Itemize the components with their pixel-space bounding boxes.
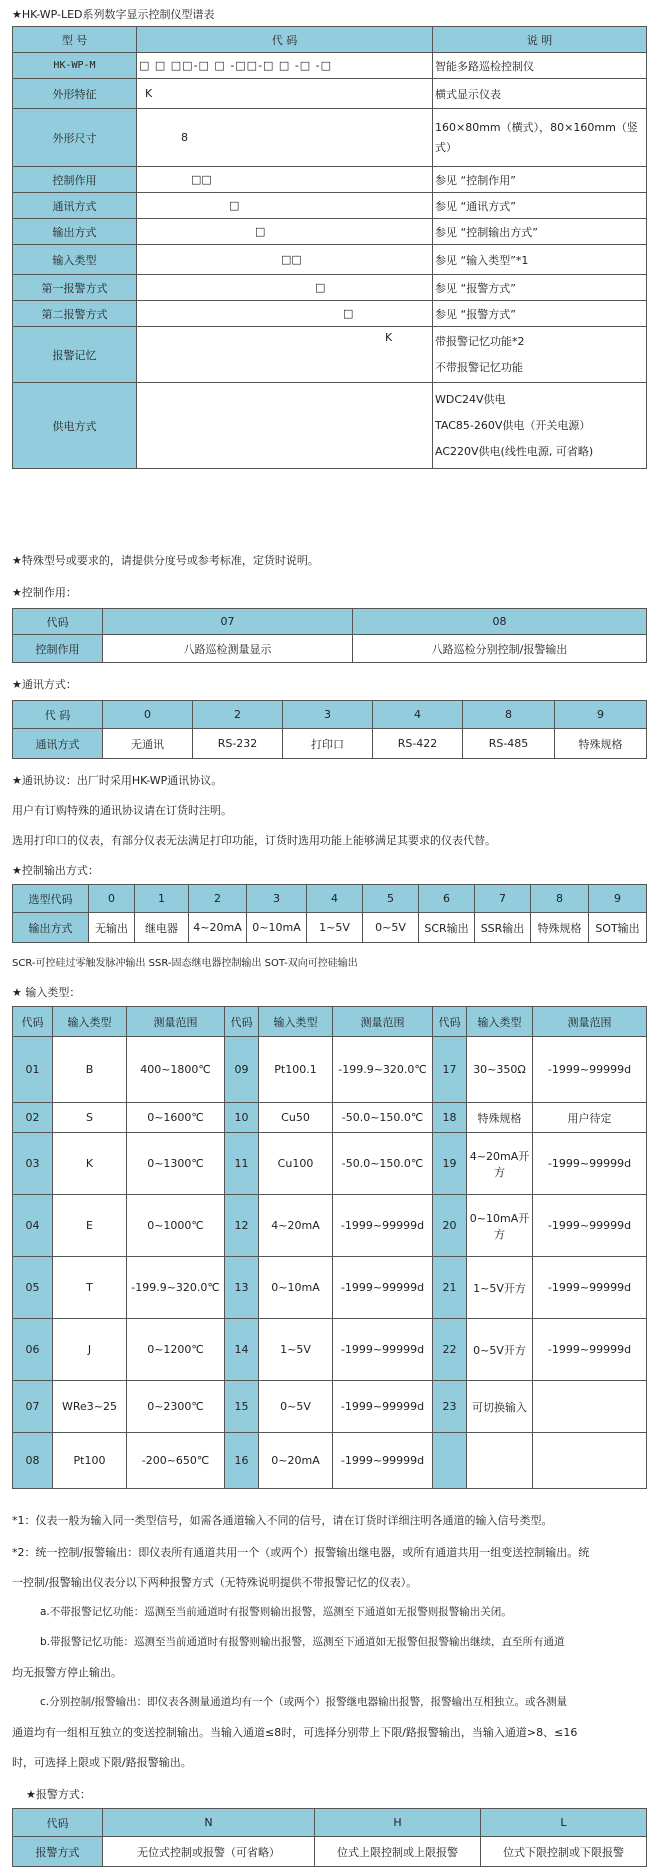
comm-head: 2 [193,701,283,729]
row-label: 第二报警方式 [13,301,137,327]
output-table [12,884,647,943]
code-mark: □ [137,193,433,219]
input-type: 0~10mA [259,1257,333,1319]
model-code: □ □ □□-□ □ -□□-□ □ -□ -□ [137,53,433,79]
input-code: 05 [13,1257,53,1319]
row-desc: 160×80mm（横式），80×160mm（竖式） [433,109,647,167]
input-code: 15 [225,1381,259,1433]
input-type: 30~350Ω [467,1037,533,1103]
alarm-cell: 位式上限控制或上限报警 [315,1837,481,1867]
comm-head: 代 码 [13,701,103,729]
input-type: E [53,1195,127,1257]
footnote: b.带报警记忆功能：巡测至当前通道时有报警则输出报警，巡测至下通道如无报警但报警输出继续，直至所有通道 [40,1636,565,1648]
alarm-head: N [103,1809,315,1837]
input-range: -1999~99999d [533,1319,647,1381]
input-type: 0~20mA [259,1433,333,1489]
input-code: 17 [433,1037,467,1103]
code-mark: K [137,79,433,109]
output-cell: 0~10mA [247,913,307,943]
input-range: 0~1000℃ [127,1195,225,1257]
input-range: -50.0~150.0℃ [333,1133,433,1195]
input-type: 4~20mA [259,1195,333,1257]
code-mark: □ [137,275,433,301]
input-code: 20 [433,1195,467,1257]
input-code: 09 [225,1037,259,1103]
input-range: 0~1200℃ [127,1319,225,1381]
input-range: 0~1300℃ [127,1133,225,1195]
footnote: 均无报警方停止输出。 [12,1666,122,1679]
input-type: 1~5V开方 [467,1257,533,1319]
input-type: WRe3~25 [53,1381,127,1433]
input-head: 输入类型 [467,1007,533,1037]
output-cell: 特殊规格 [531,913,589,943]
input-type: Pt100.1 [259,1037,333,1103]
output-cell: SOT输出 [589,913,647,943]
row-label: 第一报警方式 [13,275,137,301]
comm-head: 8 [463,701,555,729]
output-note: SCR-可控硅过零触发脉冲输出 SSR-固态继电器控制输出 SOT-双向可控硅输出 [12,958,358,969]
input-type: S [53,1103,127,1133]
comm-title: ★通讯方式： [12,678,77,691]
input-type: Pt100 [53,1433,127,1489]
row-label: 报警记忆 [13,327,137,383]
output-cell: 4~20mA [189,913,247,943]
input-range: -1999~99999d [333,1319,433,1381]
input-range: -50.0~150.0℃ [333,1103,433,1133]
input-type: B [53,1037,127,1103]
input-code: 22 [433,1319,467,1381]
footnote: *2：统一控制/报警输出：即仪表所有通道共用一个（或两个）报警输出继电器，或所有通道共用一组变送控制输出。统 [12,1546,590,1559]
row-label: 输入类型 [13,245,137,275]
alarm-cell: 位式下限控制或下限报警 [481,1837,647,1867]
output-cell: SCR输出 [419,913,475,943]
footnote: 通道均有一组相互独立的变送控制输出。当输入通道≤8时，可选择分别带上下限/路报警输出，当输入通道>8、≤16 [12,1726,578,1739]
row-desc: 参见 “控制作用” [433,167,647,193]
alarm-head: H [315,1809,481,1837]
control-head: 08 [353,609,647,635]
output-cell: 1~5V [307,913,363,943]
row-label: 外形尺寸 [13,109,137,167]
comm-note: ★通讯协议：出厂时采用HK-WP通讯协议。 [12,774,223,787]
input-code: 03 [13,1133,53,1195]
row-label: 控制作用 [13,167,137,193]
row-desc: 参见 “控制输出方式” [433,219,647,245]
code-mark: □ [137,301,433,327]
input-code: 21 [433,1257,467,1319]
control-head: 07 [103,609,353,635]
input-range: -200~650℃ [127,1433,225,1489]
row-desc: 参见 “报警方式” [433,301,647,327]
input-range: -1999~99999d [333,1381,433,1433]
output-cell: 继电器 [135,913,189,943]
input-head: 代码 [433,1007,467,1037]
input-head: 输入类型 [53,1007,127,1037]
row-desc: TAC85-260V供电（开关电源） [435,418,591,432]
input-range: 0~1600℃ [127,1103,225,1133]
comm-cell: 打印口 [283,729,373,759]
comm-head: 4 [373,701,463,729]
input-range: -1999~99999d [333,1195,433,1257]
input-row [13,1319,647,1381]
footnote: 一控制/报警输出仪表分以下两种报警方式（无特殊说明提供不带报警记忆的仪表）。 [12,1576,418,1589]
control-table [12,608,647,663]
comm-cell: RS-232 [193,729,283,759]
code-mark: □ [137,219,433,245]
output-cell: 无输出 [89,913,135,943]
input-code: 13 [225,1257,259,1319]
input-code [433,1433,467,1489]
comm-label: 通讯方式 [13,729,103,759]
comm-cell: RS-485 [463,729,555,759]
model-head-type: 型 号 [13,27,137,53]
note-special: ★特殊型号或要求的，请提供分度号或参考标准，定货时说明。 [12,554,319,567]
input-range: -199.9~320.0℃ [127,1257,225,1319]
output-head: 5 [363,885,419,913]
input-code: 18 [433,1103,467,1133]
input-range: 0~2300℃ [127,1381,225,1433]
code-mark: □□ [137,245,433,275]
row-desc: 带报警记忆功能*2 [435,334,525,348]
row-label: 通讯方式 [13,193,137,219]
input-type: Cu100 [259,1133,333,1195]
input-code: 16 [225,1433,259,1489]
input-range: -1999~99999d [333,1433,433,1489]
output-head: 3 [247,885,307,913]
output-head: 7 [475,885,531,913]
row-desc: 横式显示仪表 [433,79,647,109]
row-desc: AC220V供电(线性电源, 可省略) [435,444,594,458]
input-head: 测量范围 [127,1007,225,1037]
input-row [13,1257,647,1319]
input-head: 测量范围 [333,1007,433,1037]
input-range: 400~1800℃ [127,1037,225,1103]
output-head: 9 [589,885,647,913]
alarm-head: L [481,1809,647,1837]
input-type: 可切换输入 [467,1381,533,1433]
comm-table [12,700,647,759]
input-type: T [53,1257,127,1319]
input-code: 08 [13,1433,53,1489]
output-head: 1 [135,885,189,913]
alarm-title: ★报警方式： [26,1788,91,1801]
input-row [13,1133,647,1195]
output-cell: SSR输出 [475,913,531,943]
control-cell: 八路巡检分别控制/报警输出 [353,635,647,663]
input-head: 代码 [13,1007,53,1037]
input-type: K [53,1133,127,1195]
row-desc: WDC24V供电 [435,392,506,406]
code-mark: □□ [137,167,433,193]
input-row [13,1195,647,1257]
input-type [467,1433,533,1489]
input-range: -1999~99999d [333,1257,433,1319]
alarm-head: 代码 [13,1809,103,1837]
comm-note: 用户有订购特殊的通讯协议请在订货时注明。 [12,804,232,817]
comm-cell: RS-422 [373,729,463,759]
input-title: ★ 输入类型： [12,986,81,999]
output-head: 选型代码 [13,885,89,913]
row-desc: 参见 “报警方式” [433,275,647,301]
input-range [533,1433,647,1489]
alarm-label: 报警方式 [13,1837,103,1867]
input-range: -1999~99999d [533,1257,647,1319]
comm-head: 9 [555,701,647,729]
comm-cell: 无通讯 [103,729,193,759]
input-type: 特殊规格 [467,1103,533,1133]
input-type: Cu50 [259,1103,333,1133]
comm-head: 3 [283,701,373,729]
input-type: 4~20mA开方 [467,1133,533,1195]
input-type: J [53,1319,127,1381]
model-desc: 智能多路巡检控制仪 [433,53,647,79]
input-range: -1999~99999d [533,1195,647,1257]
footnote: a.不带报警记忆功能：巡测至当前通道时有报警则输出报警，巡测至下通道如无报警则报警输出关闭。 [40,1606,512,1618]
output-title: ★控制输出方式： [12,864,99,877]
page-title: ★HK-WP-LED系列数字显示控制仪型谱表 [12,8,215,21]
footnote: *1：仪表一般为输入同一类型信号，如需各通道输入不同的信号，请在订货时详细注明各通道的输入信号类型。 [12,1514,553,1527]
input-code: 01 [13,1037,53,1103]
input-code: 10 [225,1103,259,1133]
code-mark: K [137,327,433,383]
output-head: 2 [189,885,247,913]
input-range [533,1381,647,1433]
output-head: 0 [89,885,135,913]
alarm-cell: 无位式控制或报警（可省略） [103,1837,315,1867]
row-desc: 参见 “通讯方式” [433,193,647,219]
input-row [13,1381,647,1433]
control-head: 代码 [13,609,103,635]
input-range: -199.9~320.0℃ [333,1037,433,1103]
output-label: 输出方式 [13,913,89,943]
control-title: ★控制作用： [12,586,77,599]
output-head: 6 [419,885,475,913]
input-row [13,1433,647,1489]
row-label: 输出方式 [13,219,137,245]
comm-cell: 特殊规格 [555,729,647,759]
output-head: 4 [307,885,363,913]
input-type: 0~5V [259,1381,333,1433]
input-code: 11 [225,1133,259,1195]
input-type: 1~5V [259,1319,333,1381]
input-type: 0~10mA开方 [467,1195,533,1257]
input-row [13,1103,647,1133]
alarm-table [12,1808,647,1867]
code-mark: 8 [137,109,433,167]
input-range: -1999~99999d [533,1037,647,1103]
input-code: 23 [433,1381,467,1433]
row-label: 外形特征 [13,79,137,109]
input-table [12,1006,647,1489]
input-code: 06 [13,1319,53,1381]
footnote: c.分别控制/报警输出：即仪表各测量通道均有一个（或两个）报警继电器输出报警，报警输出互相独立。或各测量 [40,1696,568,1708]
input-head: 输入类型 [259,1007,333,1037]
row-desc: 参见 “输入类型”*1 [433,245,647,275]
input-code: 14 [225,1319,259,1381]
input-range: 用户待定 [533,1103,647,1133]
model-head-code: 代 码 [137,27,433,53]
model-name: HK-WP-M [13,53,137,79]
output-head: 8 [531,885,589,913]
input-code: 07 [13,1381,53,1433]
input-code: 02 [13,1103,53,1133]
input-code: 12 [225,1195,259,1257]
comm-note: 选用打印口的仪表，有部分仪表无法满足打印功能，订货时选用功能上能够满足其要求的仪表代替。 [12,834,496,847]
input-head: 代码 [225,1007,259,1037]
input-row [13,1037,647,1103]
row-label: 供电方式 [13,383,137,469]
control-label: 控制作用 [13,635,103,663]
input-code: 04 [13,1195,53,1257]
row-desc: 不带报警记忆功能 [435,360,523,374]
control-cell: 八路巡检测量显示 [103,635,353,663]
input-code: 19 [433,1133,467,1195]
model-table [12,26,647,469]
model-head-desc: 说 明 [433,27,647,53]
input-type: 0~5V开方 [467,1319,533,1381]
output-cell: 0~5V [363,913,419,943]
comm-head: 0 [103,701,193,729]
footnote: 时，可选择上限或下限/路报警输出。 [12,1756,192,1769]
input-range: -1999~99999d [533,1133,647,1195]
input-head: 测量范围 [533,1007,647,1037]
